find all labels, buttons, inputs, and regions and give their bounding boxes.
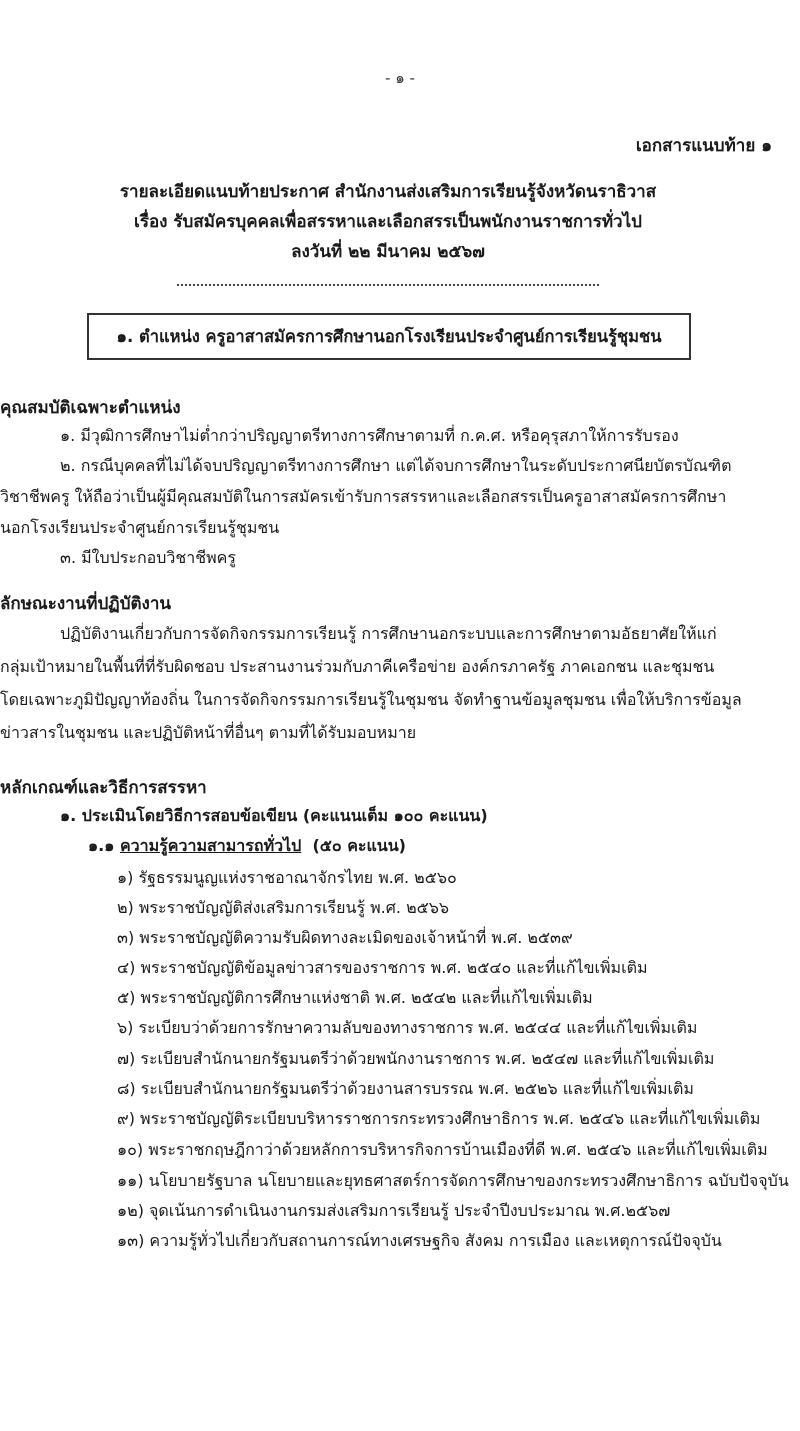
subheading-number: ๑.๑ [88,836,115,855]
exam-topic: ๒) พระราชบัญญัติส่งเสริมการเรียนรู้ พ.ศ. ๒๕๖๖ [117,898,450,917]
exam-topic: ๖) ระเบียบว่าด้วยการรักษาความลับของทางราชการ พ.ศ. ๒๕๔๔ และที่แก้ไขเพิ่มเติม [117,1018,698,1037]
dotted-divider [177,284,599,286]
qualification-line: ๓. มีใบประกอบวิชาชีพครู [60,548,236,567]
selection-heading: หลักเกณฑ์และวิธีการสรรหา [0,778,207,798]
job-description-line: โดยเฉพาะภูมิปัญญาท้องถิ่น ในการจัดกิจกรรมการเรียนรู้ในชุมชน จัดทำฐานข้อมูลชุมชน เพื่อให้บริการข้อมูล [0,690,742,709]
exam-topic: ๑๑) นโยบายรัฐบาล นโยบายและยุทธศาสตร์การจัดการศึกษาของกระทรวงศึกษาธิการ ฉบับปัจจุบัน [117,1171,789,1190]
exam-topic: ๔) พระราชบัญญัติข้อมูลข่าวสารของราชการ พ.ศ. ๒๕๔๐ และที่แก้ไขเพิ่มเติม [117,958,648,977]
page-number: - ๑ - [385,69,415,87]
job-description-heading: ลักษณะงานที่ปฏิบัติงาน [0,594,171,614]
written-exam-item: ๑. ประเมินโดยวิธีการสอบข้อเขียน (คะแนนเต็ม ๑๐๐ คะแนน) [60,806,488,825]
exam-topic: ๘) ระเบียบสำนักนายกรัฐมนตรีว่าด้วยงานสารบรรณ พ.ศ. ๒๕๒๖ และที่แก้ไขเพิ่มเติม [117,1079,694,1098]
qualifications-heading: คุณสมบัติเฉพาะตำแหน่ง [0,398,181,418]
qualification-line: ๒. กรณีบุคคลที่ไม่ได้จบปริญญาตรีทางการศึกษา แต่ได้จบการศึกษาในระดับประกาศนียบัตรบัณฑิต [60,456,732,475]
document-date-line: ลงวันที่ ๒๒ มีนาคม ๒๕๖๗ [291,242,485,262]
document-title-line-1: รายละเอียดแนบท้ายประกาศ สำนักงานส่งเสริมการเรียนรู้จังหวัดนราธิวาส [119,182,657,202]
exam-topic: ๕) พระราชบัญญัติการศึกษาแห่งชาติ พ.ศ. ๒๕๔๒ และที่แก้ไขเพิ่มเติม [117,988,593,1007]
exam-topic: ๑๐) พระราชกฤษฎีกาว่าด้วยหลักการบริหารกิจการบ้านเมืองที่ดี พ.ศ. ๒๕๔๖ และที่แก้ไขเพิ่มเติม [117,1140,768,1159]
exam-topic: ๑) รัฐธรรมนูญแห่งราชอาณาจักรไทย พ.ศ. ๒๕๖๐ [117,868,457,887]
exam-topic: ๓) พระราชบัญญัติความรับผิดทางละเมิดของเจ้าหน้าที่ พ.ศ. ๒๕๓๙ [117,928,573,947]
qualification-line: นอกโรงเรียนประจำศูนย์การเรียนรู้ชุมชน [0,518,280,537]
qualification-line: วิชาชีพครู ให้ถือว่าเป็นผู้มีคุณสมบัติในการสมัครเข้ารับการสรรหาและเลือกสรรเป็นครูอาสาสมัครการศึกษา [0,487,727,506]
position-title-box [87,313,691,360]
exam-topic: ๗) ระเบียบสำนักนายกรัฐมนตรีว่าด้วยพนักงานราชการ พ.ศ. ๒๕๔๗ และที่แก้ไขเพิ่มเติม [117,1049,715,1068]
attachment-label: เอกสารแนบท้าย ๑ [635,136,772,156]
exam-topic: ๑๓) ความรู้ทั่วไปเกี่ยวกับสถานการณ์ทางเศรษฐกิจ สังคม การเมือง และเหตุการณ์ปัจจุบัน [117,1231,722,1250]
job-description-line: ข่าวสารในชุมชน และปฏิบัติหน้าที่อื่นๆ ตามที่ได้รับมอบหมาย [0,723,417,742]
general-knowledge-subheading [88,834,406,859]
subheading-title: ความรู้ความสามารถทั่วไป [119,836,302,855]
exam-topic: ๑๒) จุดเน้นการดำเนินงานกรมส่งเสริมการเรียนรู้ ประจำปีงบประมาณ พ.ศ.๒๕๖๗ [117,1201,671,1220]
job-description-line: ปฏิบัติงานเกี่ยวกับการจัดกิจกรรมการเรียนรู้ การศึกษานอกระบบและการศึกษาตามอัธยาศัยให้แก่ [60,624,717,643]
exam-topic: ๙) พระราชบัญญัติระเบียบบริหารราชการกระทรวงศึกษาธิการ พ.ศ. ๒๕๔๖ และที่แก้ไขเพิ่มเติม [117,1109,761,1128]
qualification-line: ๑. มีวุฒิการศึกษาไม่ต่ำกว่าปริญญาตรีทางการศึกษาตามที่ ก.ค.ศ. หรือคุรุสภาให้การรับรอง [60,426,679,445]
document-title-line-2: เรื่อง รับสมัครบุคคลเพื่อสรรหาและเลือกสรรเป็นพนักงานราชการทั่วไป [134,212,642,232]
subheading-points: (๕๐ คะแนน) [312,836,406,855]
job-description-line: กลุ่มเป้าหมายในพื้นที่ที่รับผิดชอบ ประสานงานร่วมกับภาคีเครือข่าย องค์กรภาครัฐ ภาคเอกชน และชุมชน [0,657,715,676]
position-title: ๑. ตำแหน่ง ครูอาสาสมัครการศึกษานอกโรงเรียนประจำศูนย์การเรียนรู้ชุมชน [116,326,662,346]
